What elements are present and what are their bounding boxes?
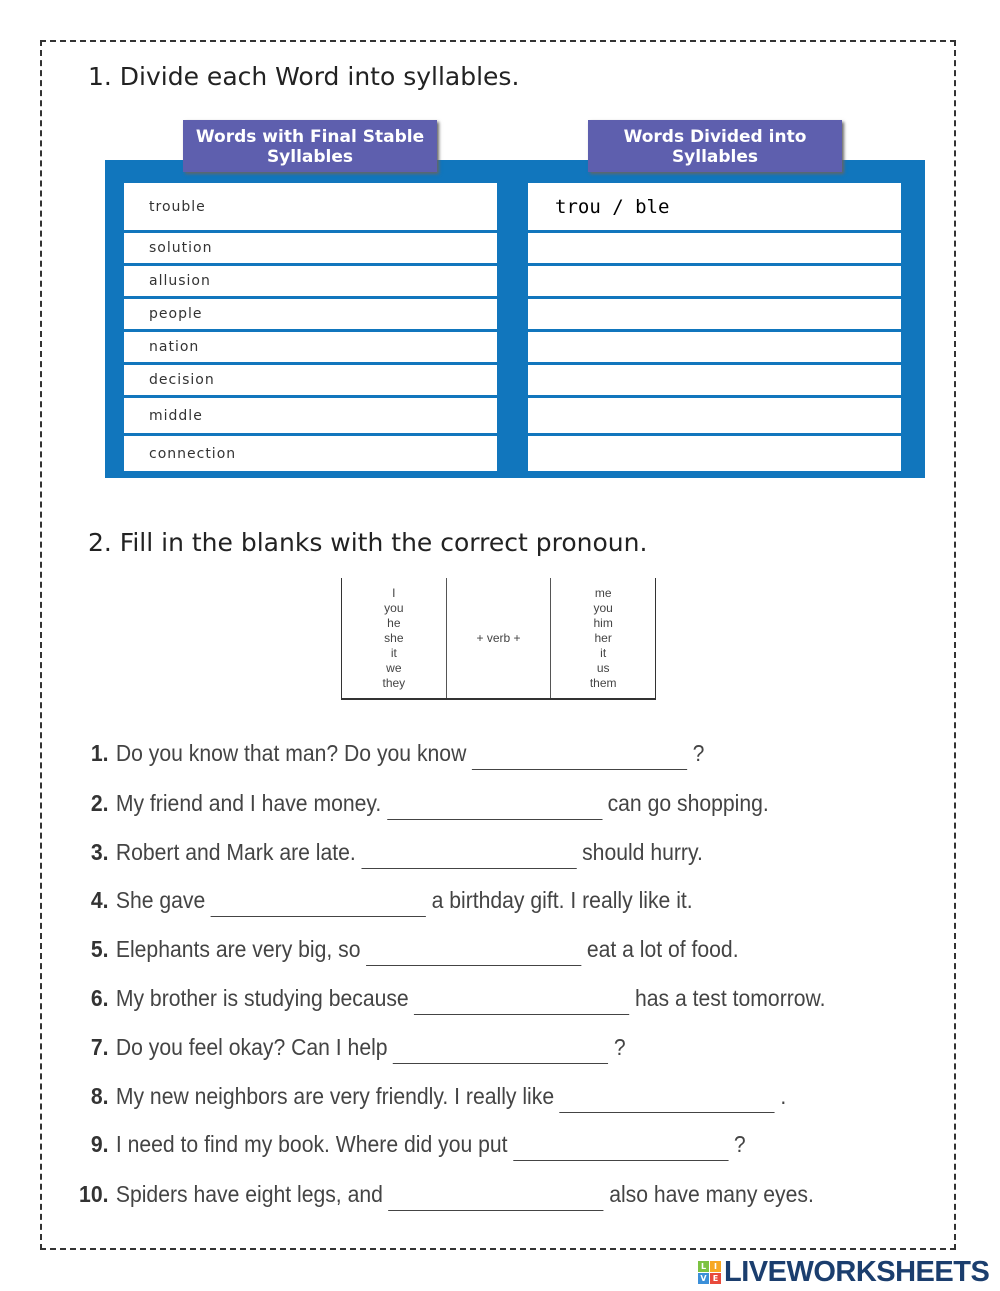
sentence-before: She gave: [115, 887, 206, 913]
answer-row: [528, 233, 901, 263]
sentence-before: My new neighbors are very friendly. I really like: [115, 1083, 555, 1109]
subject-pronoun: they: [382, 676, 406, 690]
answer-row: [528, 436, 901, 471]
word-text: trouble: [149, 198, 206, 215]
sentence-before: I need to find my book. Where did you put: [115, 1131, 508, 1157]
syllable-answer-input[interactable]: [553, 265, 901, 297]
object-pronoun: them: [589, 676, 617, 690]
word-row: [124, 266, 497, 296]
word-text: nation: [149, 339, 200, 355]
word-row: [124, 233, 497, 263]
sentence-number: 1.: [90, 740, 109, 766]
verb-cell: + verb +: [447, 578, 552, 698]
sentence-before: Spiders have eight legs, and: [115, 1181, 383, 1207]
sentence-item: [68, 790, 769, 820]
object-pronoun: him: [593, 616, 613, 630]
sentence-after: eat a lot of food.: [586, 936, 739, 962]
syllable-answer-input[interactable]: [553, 298, 901, 330]
pronoun-blank-input[interactable]: [211, 890, 426, 917]
syllable-answer-input[interactable]: [553, 435, 901, 472]
sentence-number: 3.: [90, 839, 109, 865]
sentence-after: should hurry.: [582, 839, 703, 865]
subject-pronoun: he: [387, 616, 401, 630]
answer-row: [528, 266, 901, 296]
subject-pronoun: I: [392, 586, 396, 600]
sentence-after: has a test tomorrow.: [635, 985, 826, 1011]
syllable-answer-input[interactable]: [553, 397, 901, 434]
pronoun-blank-input[interactable]: [472, 743, 687, 770]
sentence-after: .: [780, 1083, 787, 1109]
sentence-item: [68, 1131, 746, 1161]
live-logo-icon: [698, 1261, 721, 1284]
pronoun-blank-input[interactable]: [414, 988, 629, 1015]
subject-pronouns: [342, 578, 447, 698]
sentence-item: [68, 1034, 626, 1064]
logo-letter-tile: E: [710, 1273, 721, 1284]
question-1-title: 1. Divide each Word into syllables.: [88, 62, 520, 91]
logo-text: LIVEWORKSHEETS: [724, 1256, 990, 1288]
object-pronoun: us: [596, 661, 610, 675]
word-row: [124, 398, 497, 433]
sentence-number: 9.: [90, 1131, 109, 1157]
pronoun-blank-input[interactable]: [560, 1086, 775, 1113]
sentence-item: [68, 1181, 814, 1211]
syllable-answer-input[interactable]: [553, 182, 901, 231]
sentence-after: ?: [613, 1034, 626, 1060]
answer-row: [528, 365, 901, 395]
sentence-after: also have many eyes.: [609, 1181, 814, 1207]
sentence-number: 7.: [90, 1034, 109, 1060]
pronoun-blank-input[interactable]: [513, 1134, 728, 1161]
syllable-answer-input[interactable]: [553, 331, 901, 363]
word-row: [124, 299, 497, 329]
logo-letter-tile: L: [698, 1261, 709, 1272]
sentence-number: 6.: [90, 985, 109, 1011]
sentence-before: Do you feel okay? Can I help: [115, 1034, 388, 1060]
object-pronoun: you: [593, 601, 613, 615]
sentence-item: [68, 740, 704, 770]
pronoun-blank-input[interactable]: [388, 1184, 603, 1211]
pronoun-blank-input[interactable]: [387, 793, 602, 820]
answer-row: [528, 183, 901, 230]
pronoun-blank-input[interactable]: [361, 842, 576, 869]
sentence-number: 10.: [79, 1181, 109, 1207]
sentence-before: Do you know that man? Do you know: [115, 740, 467, 766]
sentence-number: 2.: [90, 790, 109, 816]
subject-pronoun: it: [390, 646, 397, 660]
word-text: connection: [149, 445, 237, 462]
word-row: [124, 365, 497, 395]
word-row: [124, 332, 497, 362]
word-row: [124, 183, 497, 230]
answer-row: [528, 332, 901, 362]
object-pronoun: her: [594, 631, 612, 645]
syllable-answer-input[interactable]: [553, 232, 901, 264]
word-text: middle: [149, 407, 203, 424]
pronoun-blank-input[interactable]: [366, 939, 581, 966]
sentence-number: 5.: [90, 936, 109, 962]
sentence-before: My brother is studying because: [115, 985, 409, 1011]
answer-row: [528, 299, 901, 329]
object-pronoun: it: [600, 646, 607, 660]
subject-pronoun: you: [384, 601, 404, 615]
sentence-number: 8.: [90, 1083, 109, 1109]
object-pronouns: [551, 578, 655, 698]
word-text: solution: [149, 240, 213, 256]
sentence-number: 4.: [90, 887, 109, 913]
header-divided-syllables: Words Divided into Syllables: [588, 120, 842, 172]
syllable-answer-input[interactable]: [553, 364, 901, 396]
word-text: people: [149, 306, 203, 322]
header-final-stable-syllables: Words with Final Stable Syllables: [183, 120, 437, 172]
sentence-before: My friend and I have money.: [115, 790, 382, 816]
question-2-title: 2. Fill in the blanks with the correct pronoun.: [88, 528, 648, 557]
subject-pronoun: she: [384, 631, 404, 645]
pronoun-table: [341, 578, 656, 700]
word-row: [124, 436, 497, 471]
sentence-before: Elephants are very big, so: [115, 936, 361, 962]
object-pronoun: me: [594, 586, 612, 600]
subject-pronoun: we: [386, 661, 402, 675]
sentence-before: Robert and Mark are late.: [115, 839, 356, 865]
answer-row: [528, 398, 901, 433]
pronoun-blank-input[interactable]: [393, 1037, 608, 1064]
answers-column: [528, 183, 901, 474]
sentence-item: [68, 1083, 786, 1113]
logo-letter-tile: V: [698, 1273, 709, 1284]
sentence-item: [68, 985, 826, 1015]
sentence-after: ?: [692, 740, 705, 766]
sentence-after: a birthday gift. I really like it.: [431, 887, 693, 913]
sentence-item: [68, 936, 739, 966]
sentence-item: [68, 839, 703, 869]
sentence-after: ?: [733, 1131, 746, 1157]
words-column: [124, 183, 497, 474]
sentence-item: [68, 887, 693, 917]
word-text: decision: [149, 372, 215, 388]
word-text: allusion: [149, 273, 211, 289]
liveworksheets-logo: [698, 1256, 989, 1289]
sentence-after: can go shopping.: [607, 790, 769, 816]
logo-letter-tile: I: [710, 1261, 721, 1272]
